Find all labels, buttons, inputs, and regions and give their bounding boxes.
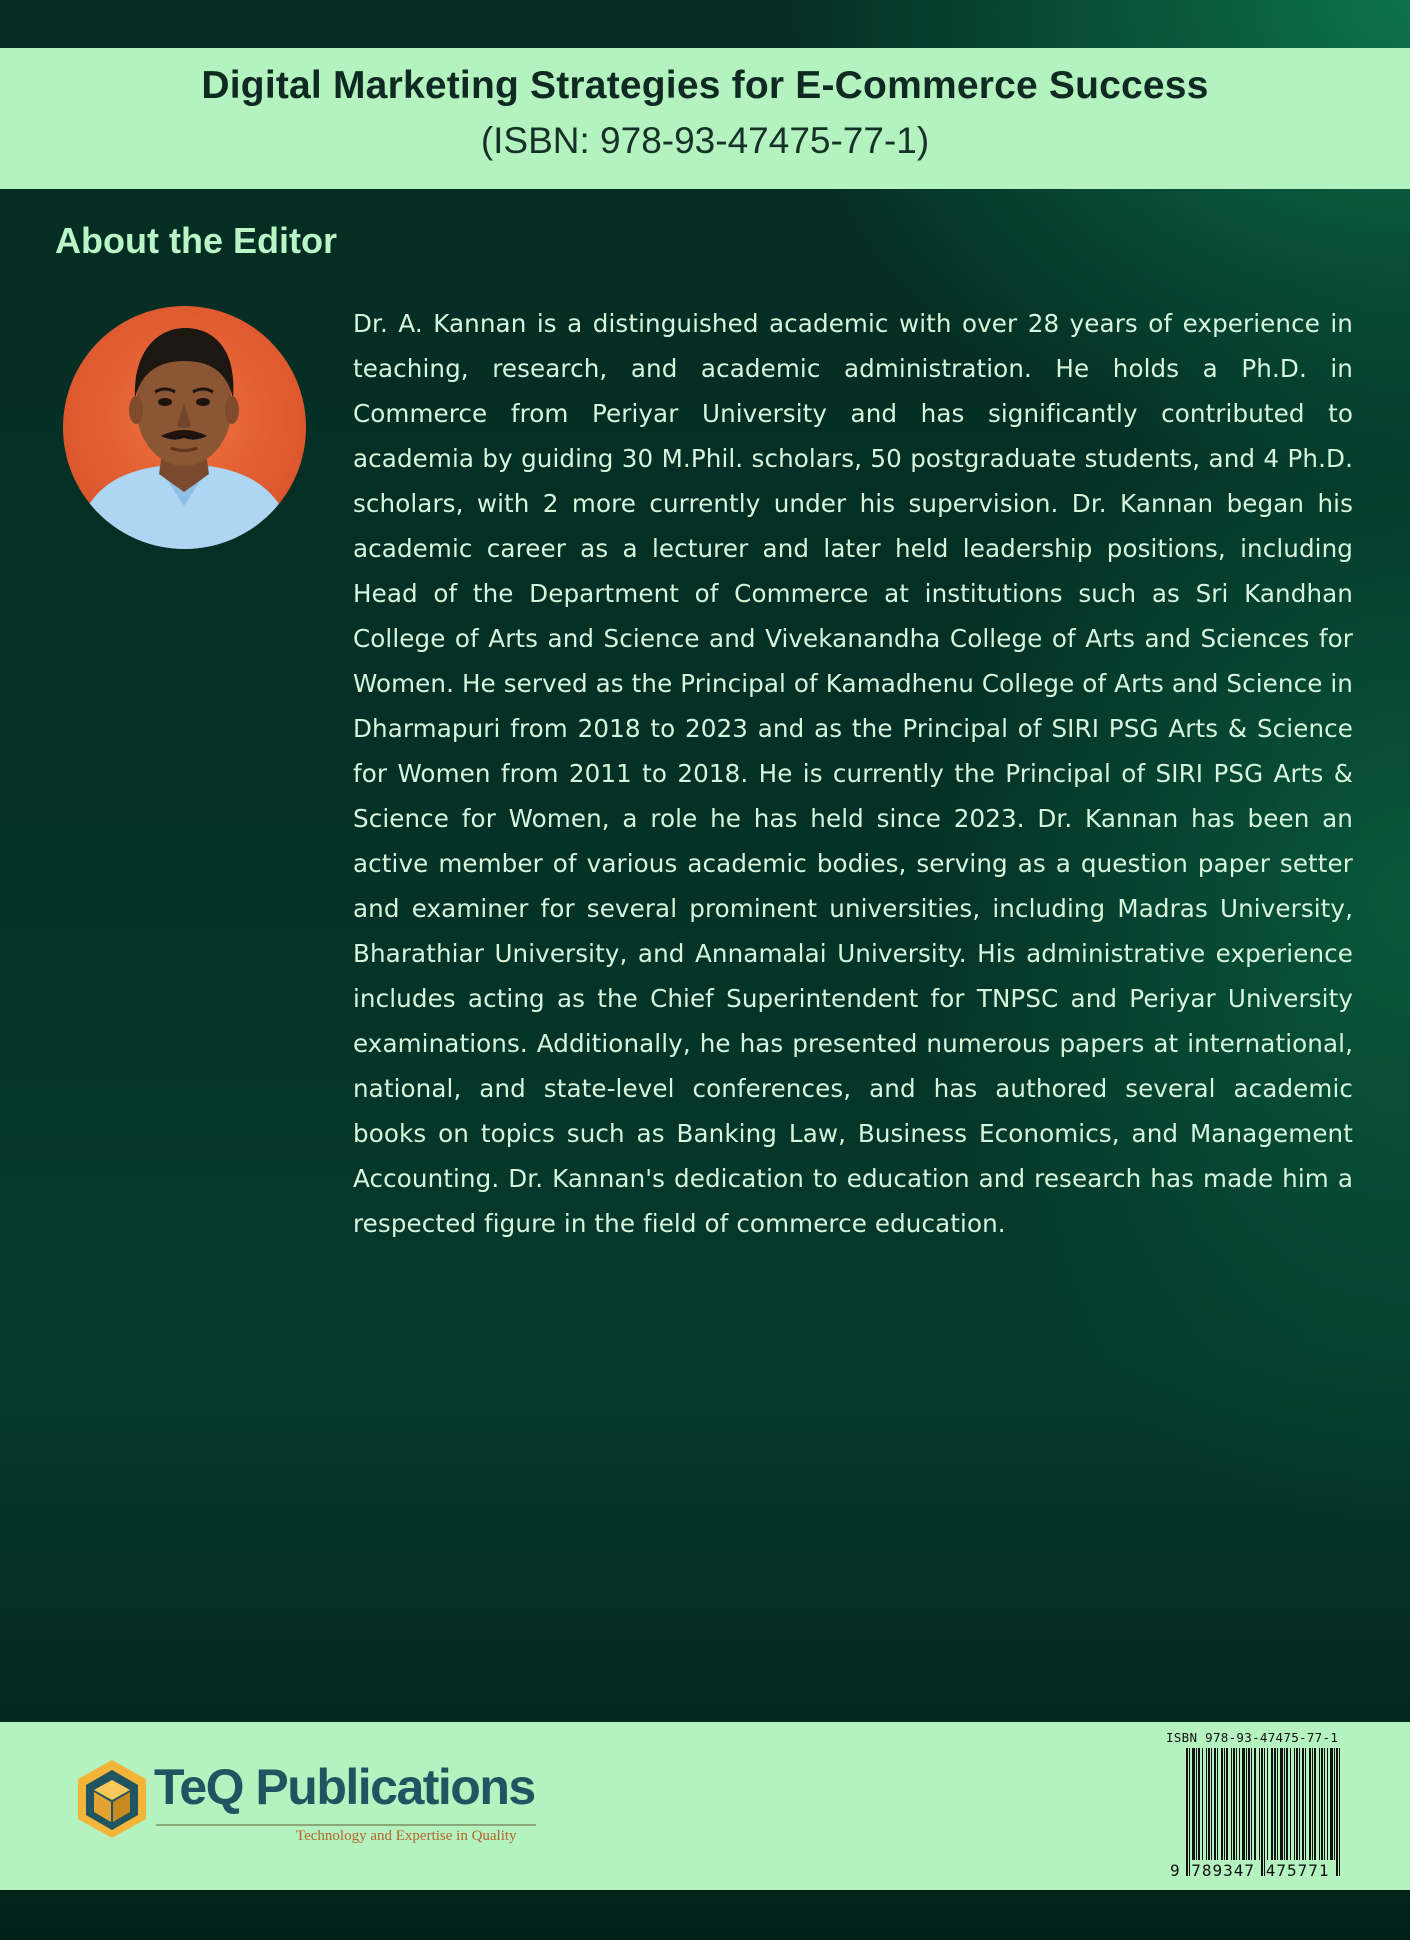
barcode-bar [1233, 1748, 1235, 1860]
barcode-bar [1208, 1748, 1210, 1860]
barcode-bar [1198, 1748, 1200, 1860]
logo-divider [156, 1824, 536, 1826]
barcode-bar [1192, 1748, 1195, 1860]
about-editor-heading: About the Editor [55, 220, 337, 261]
editor-portrait-image [63, 306, 306, 549]
barcode-bar [1236, 1748, 1237, 1860]
barcode-bar [1336, 1748, 1338, 1876]
barcode-bars [1186, 1748, 1342, 1876]
barcode-bar [1231, 1748, 1232, 1860]
barcode-bar [1242, 1748, 1245, 1860]
barcode-bar [1267, 1748, 1268, 1860]
barcode-isbn-text: ISBN 978-93-47475-77-1 [1166, 1730, 1339, 1745]
barcode-bar [1206, 1748, 1207, 1860]
barcode-bar [1221, 1748, 1223, 1860]
barcode-bar [1239, 1748, 1240, 1860]
barcode-bar [1312, 1748, 1313, 1860]
barcode-bar [1186, 1748, 1188, 1876]
cube-hexagon-icon [74, 1756, 150, 1844]
isbn-barcode [1164, 1730, 1360, 1885]
barcode-bar [1309, 1748, 1311, 1860]
barcode-bar [1280, 1748, 1283, 1860]
barcode-bar [1321, 1748, 1323, 1860]
barcode-bar [1294, 1748, 1295, 1860]
barcode-bar [1226, 1748, 1228, 1860]
book-isbn: (ISBN: 978-93-47475-77-1) [480, 120, 930, 161]
barcode-bar [1261, 1748, 1263, 1876]
barcode-bar [1248, 1748, 1250, 1860]
barcode-bar [1251, 1748, 1252, 1860]
barcode-bar [1296, 1748, 1298, 1860]
barcode-bar [1330, 1748, 1333, 1860]
barcode-bar [1274, 1748, 1276, 1860]
barcode-bar [1196, 1748, 1197, 1860]
barcode-bar [1264, 1748, 1265, 1876]
title-band [0, 48, 1410, 189]
barcode-bar [1214, 1748, 1216, 1860]
barcode-bar [1290, 1748, 1291, 1860]
barcode-bar [1277, 1748, 1278, 1860]
editor-portrait [63, 306, 306, 549]
barcode-bar [1271, 1748, 1273, 1860]
barcode-bar [1305, 1748, 1306, 1860]
barcode-bar [1314, 1748, 1316, 1860]
barcode-bar [1246, 1748, 1247, 1860]
barcode-bar [1327, 1748, 1328, 1860]
barcode-bar [1217, 1748, 1218, 1860]
barcode-bar [1324, 1748, 1325, 1860]
editor-bio: Dr. A. Kannan is a distinguished academic with over 28 years of experience in teaching, research, and academic administration. He holds a Ph.D. in Commerce from Periyar University and has significantly contributed to academia by guiding 30 M.Phil. scholars, 50 postgraduate students, and 4 Ph.D. scholars, with 2 more currently under his supervision. Dr. Kannan began his academic career as a lecturer and later held leadership positions, including Head of the Department of Commerce at institutions such as Sri Kandhan College of Arts and Science and Vivekanandha College of Arts and Sciences for Women. He served as the Principal of Kamadhenu College of Arts and Science in Dharmapuri from 2018 to 2023 and as the Principal of SIRI PSG Arts & Science for Women from 2011 to 2018. He is currently the Principal of SIRI PSG Arts & Science for Women, a role he has held since 2023. Dr. Kannan has been an active member of various academic bodies, serving as a question paper setter and examiner for several prominent universities, including Madras University, Bharathiar University, and Annamalai University. His administrative experience includes acting as the Chief Superintendent for TNPSC and Periyar University examinations. Additionally, he has presented numerous papers at international, national, and state-level conferences, and has authored several academic books on topics such as Banking Law, Business Economics, and Management Accounting. Dr. Kannan's dedication to education and research has made him a respected figure in the field of commerce education. [353, 309, 1353, 1238]
book-title: Digital Marketing Strategies for E-Commerce Success [201, 64, 1209, 107]
publisher-name: TeQ Publications [154, 1759, 535, 1815]
barcode-bar [1284, 1748, 1285, 1860]
barcode-bar [1286, 1748, 1288, 1860]
barcode-bar [1302, 1748, 1304, 1860]
barcode-bar [1211, 1748, 1212, 1860]
barcode-bar [1259, 1748, 1260, 1860]
barcode-bar [1254, 1748, 1256, 1860]
publisher-logo [74, 1756, 554, 1856]
barcode-bar [1202, 1748, 1203, 1860]
barcode-bar [1334, 1748, 1335, 1860]
publisher-tagline: Technology and Expertise in Quality [296, 1828, 517, 1844]
barcode-digits: 9 789347 475771 [1170, 1861, 1330, 1880]
barcode-bar [1224, 1748, 1225, 1860]
barcode-bar [1299, 1748, 1300, 1860]
barcode-bar [1339, 1748, 1340, 1876]
barcode-bar [1319, 1748, 1320, 1860]
barcode-bar [1189, 1748, 1190, 1876]
